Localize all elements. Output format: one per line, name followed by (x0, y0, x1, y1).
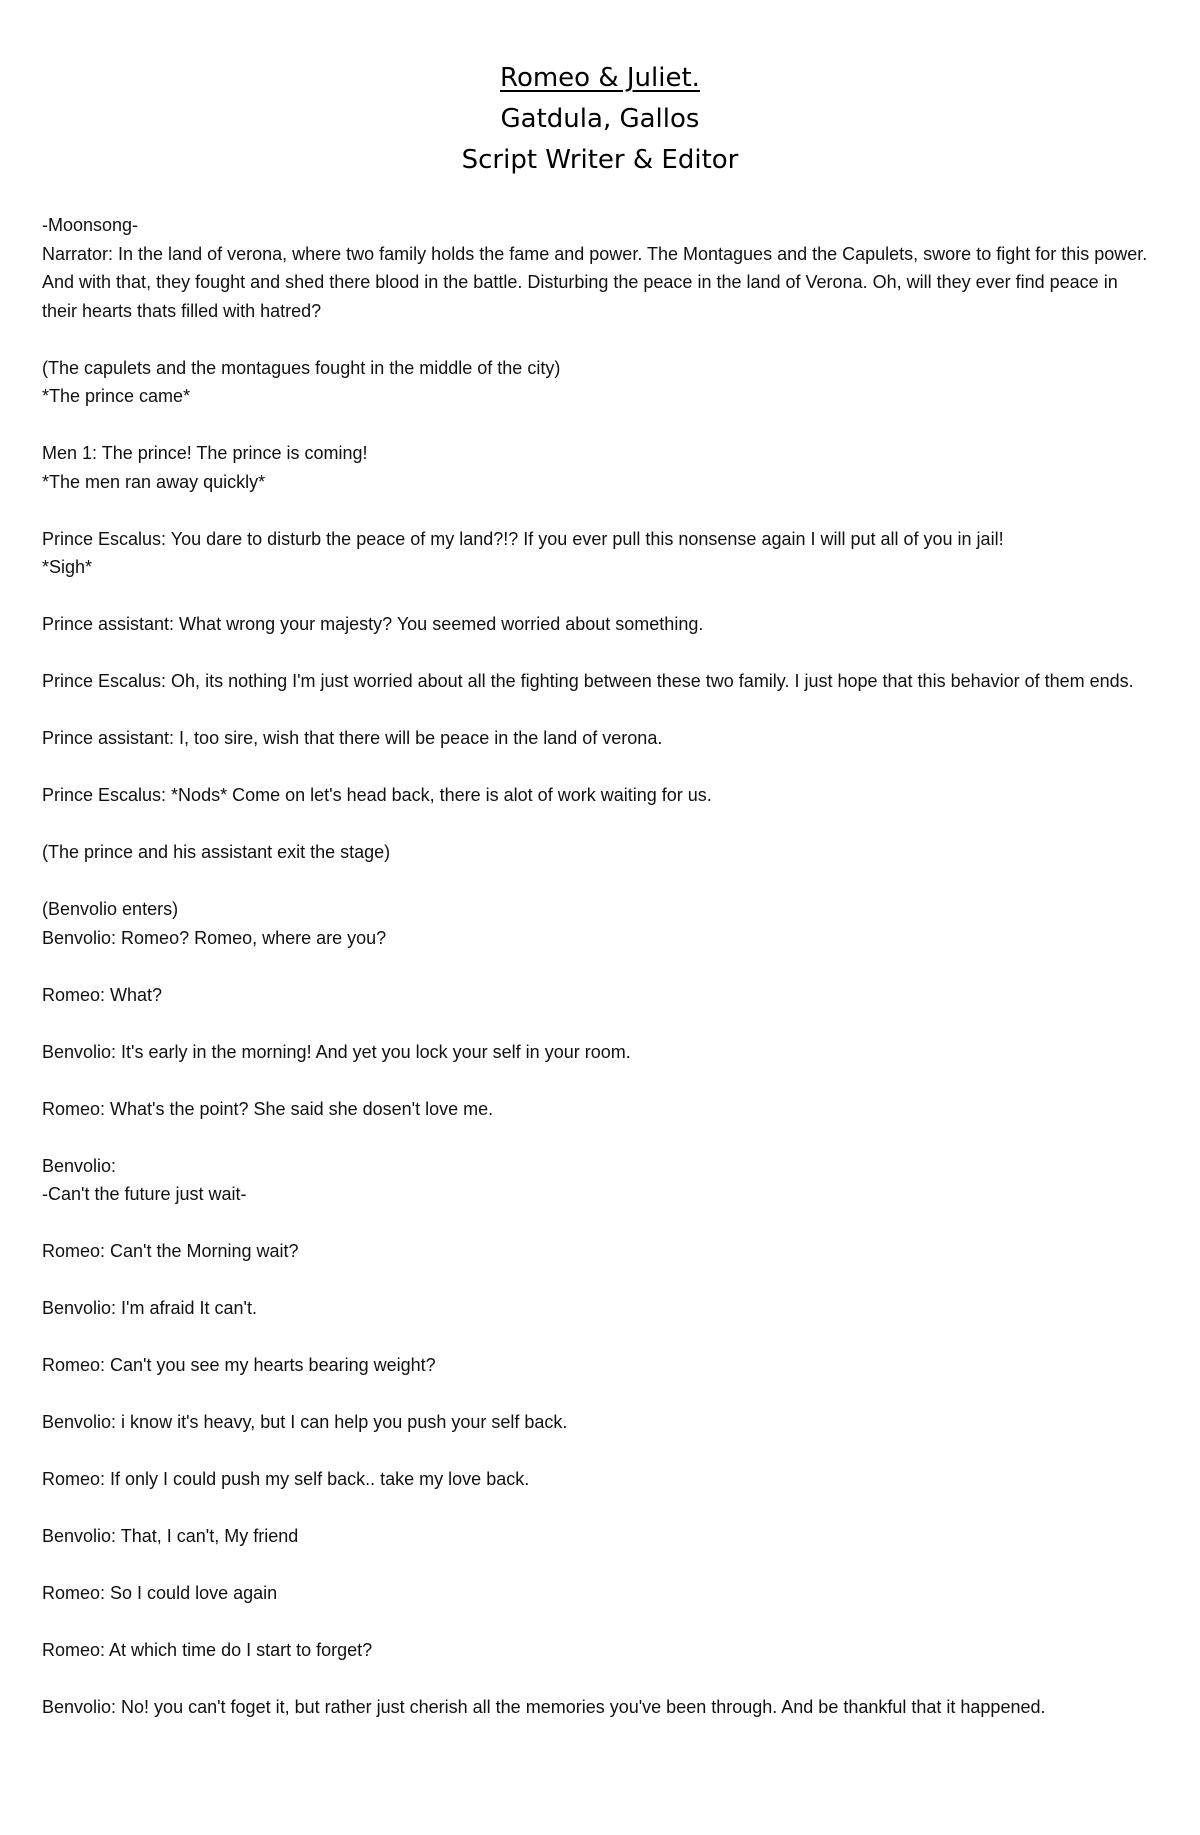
script-line: Prince Escalus: *Nods* Come on let's head back, there is alot of work waiting for us. (42, 785, 712, 805)
script-paragraph (42, 1152, 1152, 1209)
script-line: Benvolio: (42, 1155, 117, 1176)
script-line: Benvolio: i know it's heavy, but I can help you push your self back. (42, 1412, 568, 1432)
script-line: Prince assistant: I, too sire, wish that there will be peace in the land of verona. (42, 728, 663, 748)
script-line: *Sigh* (42, 557, 93, 577)
script-paragraph (42, 667, 1152, 696)
script-paragraph (42, 1408, 1152, 1437)
script-line: Romeo: At which time do I start to forget? (42, 1640, 373, 1660)
document-title: Romeo & Juliet. (500, 63, 700, 93)
script-paragraph (42, 1693, 1152, 1722)
script-line: Romeo: What's the point? She said she dosen't love me. (42, 1098, 494, 1119)
document-roles: Script Writer & Editor (461, 145, 739, 175)
script-paragraph (42, 1579, 1152, 1608)
script-line: Narrator: In the land of verona, where two family holds the fame and power. The Montagues and the Capulets, swore to fight for this power. And with that, they fought and shed there blood in the battle. Disturbing the peace in the land of Verona. Oh, will they ever find peace in their hearts thats filled with hatred? (42, 243, 1148, 321)
script-paragraph (42, 895, 1152, 952)
script-line: Prince assistant: What wrong your majesty? You seemed worried about something. (42, 614, 704, 634)
script-line: Romeo: What? (42, 984, 163, 1005)
script-paragraph (42, 1636, 1152, 1665)
script-line: (The prince and his assistant exit the stage) (42, 842, 391, 862)
script-paragraph (42, 1038, 1152, 1067)
script-paragraph (42, 354, 1152, 411)
script-line: Romeo: So I could love again (42, 1583, 278, 1603)
script-paragraph (42, 1237, 1152, 1266)
script-body (42, 211, 1152, 1750)
script-paragraph (42, 211, 1152, 325)
script-line: Benvolio: No! you can't foget it, but rather just cherish all the memories you've been through. And be thankful that it happened. (42, 1697, 1046, 1717)
script-paragraph (42, 1522, 1152, 1551)
script-line: Benvolio: It's early in the morning! And yet you lock your self in your room. (42, 1041, 631, 1062)
script-paragraph (42, 1294, 1152, 1323)
script-line: *The prince came* (42, 386, 191, 406)
script-paragraph (42, 781, 1152, 810)
script-line: -Moonsong- (42, 215, 139, 235)
script-paragraph (42, 724, 1152, 753)
script-line: (The capulets and the montagues fought in the middle of the city) (42, 357, 561, 378)
script-line: *The men ran away quickly* (42, 471, 266, 492)
script-line: Men 1: The prince! The prince is coming! (42, 443, 368, 463)
script-paragraph (42, 1095, 1152, 1124)
script-line: Prince Escalus: You dare to disturb the peace of my land?!? If you ever pull this nonsense again I will put all of you in jail! (42, 528, 1004, 549)
script-line: Benvolio: I'm afraid It can't. (42, 1298, 257, 1318)
script-line: Romeo: Can't the Morning wait? (42, 1241, 299, 1261)
script-line: -Can't the future just wait- (42, 1184, 247, 1204)
document-authors: Gatdula, Gallos (500, 104, 700, 134)
script-paragraph (42, 981, 1152, 1010)
script-paragraph (42, 439, 1152, 496)
script-line: Benvolio: Romeo? Romeo, where are you? (42, 927, 387, 948)
script-paragraph (42, 838, 1152, 867)
script-paragraph (42, 610, 1152, 639)
script-line: Romeo: If only I could push my self back.. take my love back. (42, 1469, 530, 1489)
script-paragraph (42, 1465, 1152, 1494)
script-paragraph (42, 525, 1152, 582)
script-line: Benvolio: That, I can't, My friend (42, 1526, 299, 1546)
document-header (0, 58, 1200, 181)
script-paragraph (42, 1351, 1152, 1380)
script-line: Romeo: Can't you see my hearts bearing weight? (42, 1355, 436, 1375)
script-line: Prince Escalus: Oh, its nothing I'm just worried about all the fighting between these two family. I just hope that this behavior of them ends. (42, 671, 1134, 691)
script-line: (Benvolio enters) (42, 899, 179, 919)
